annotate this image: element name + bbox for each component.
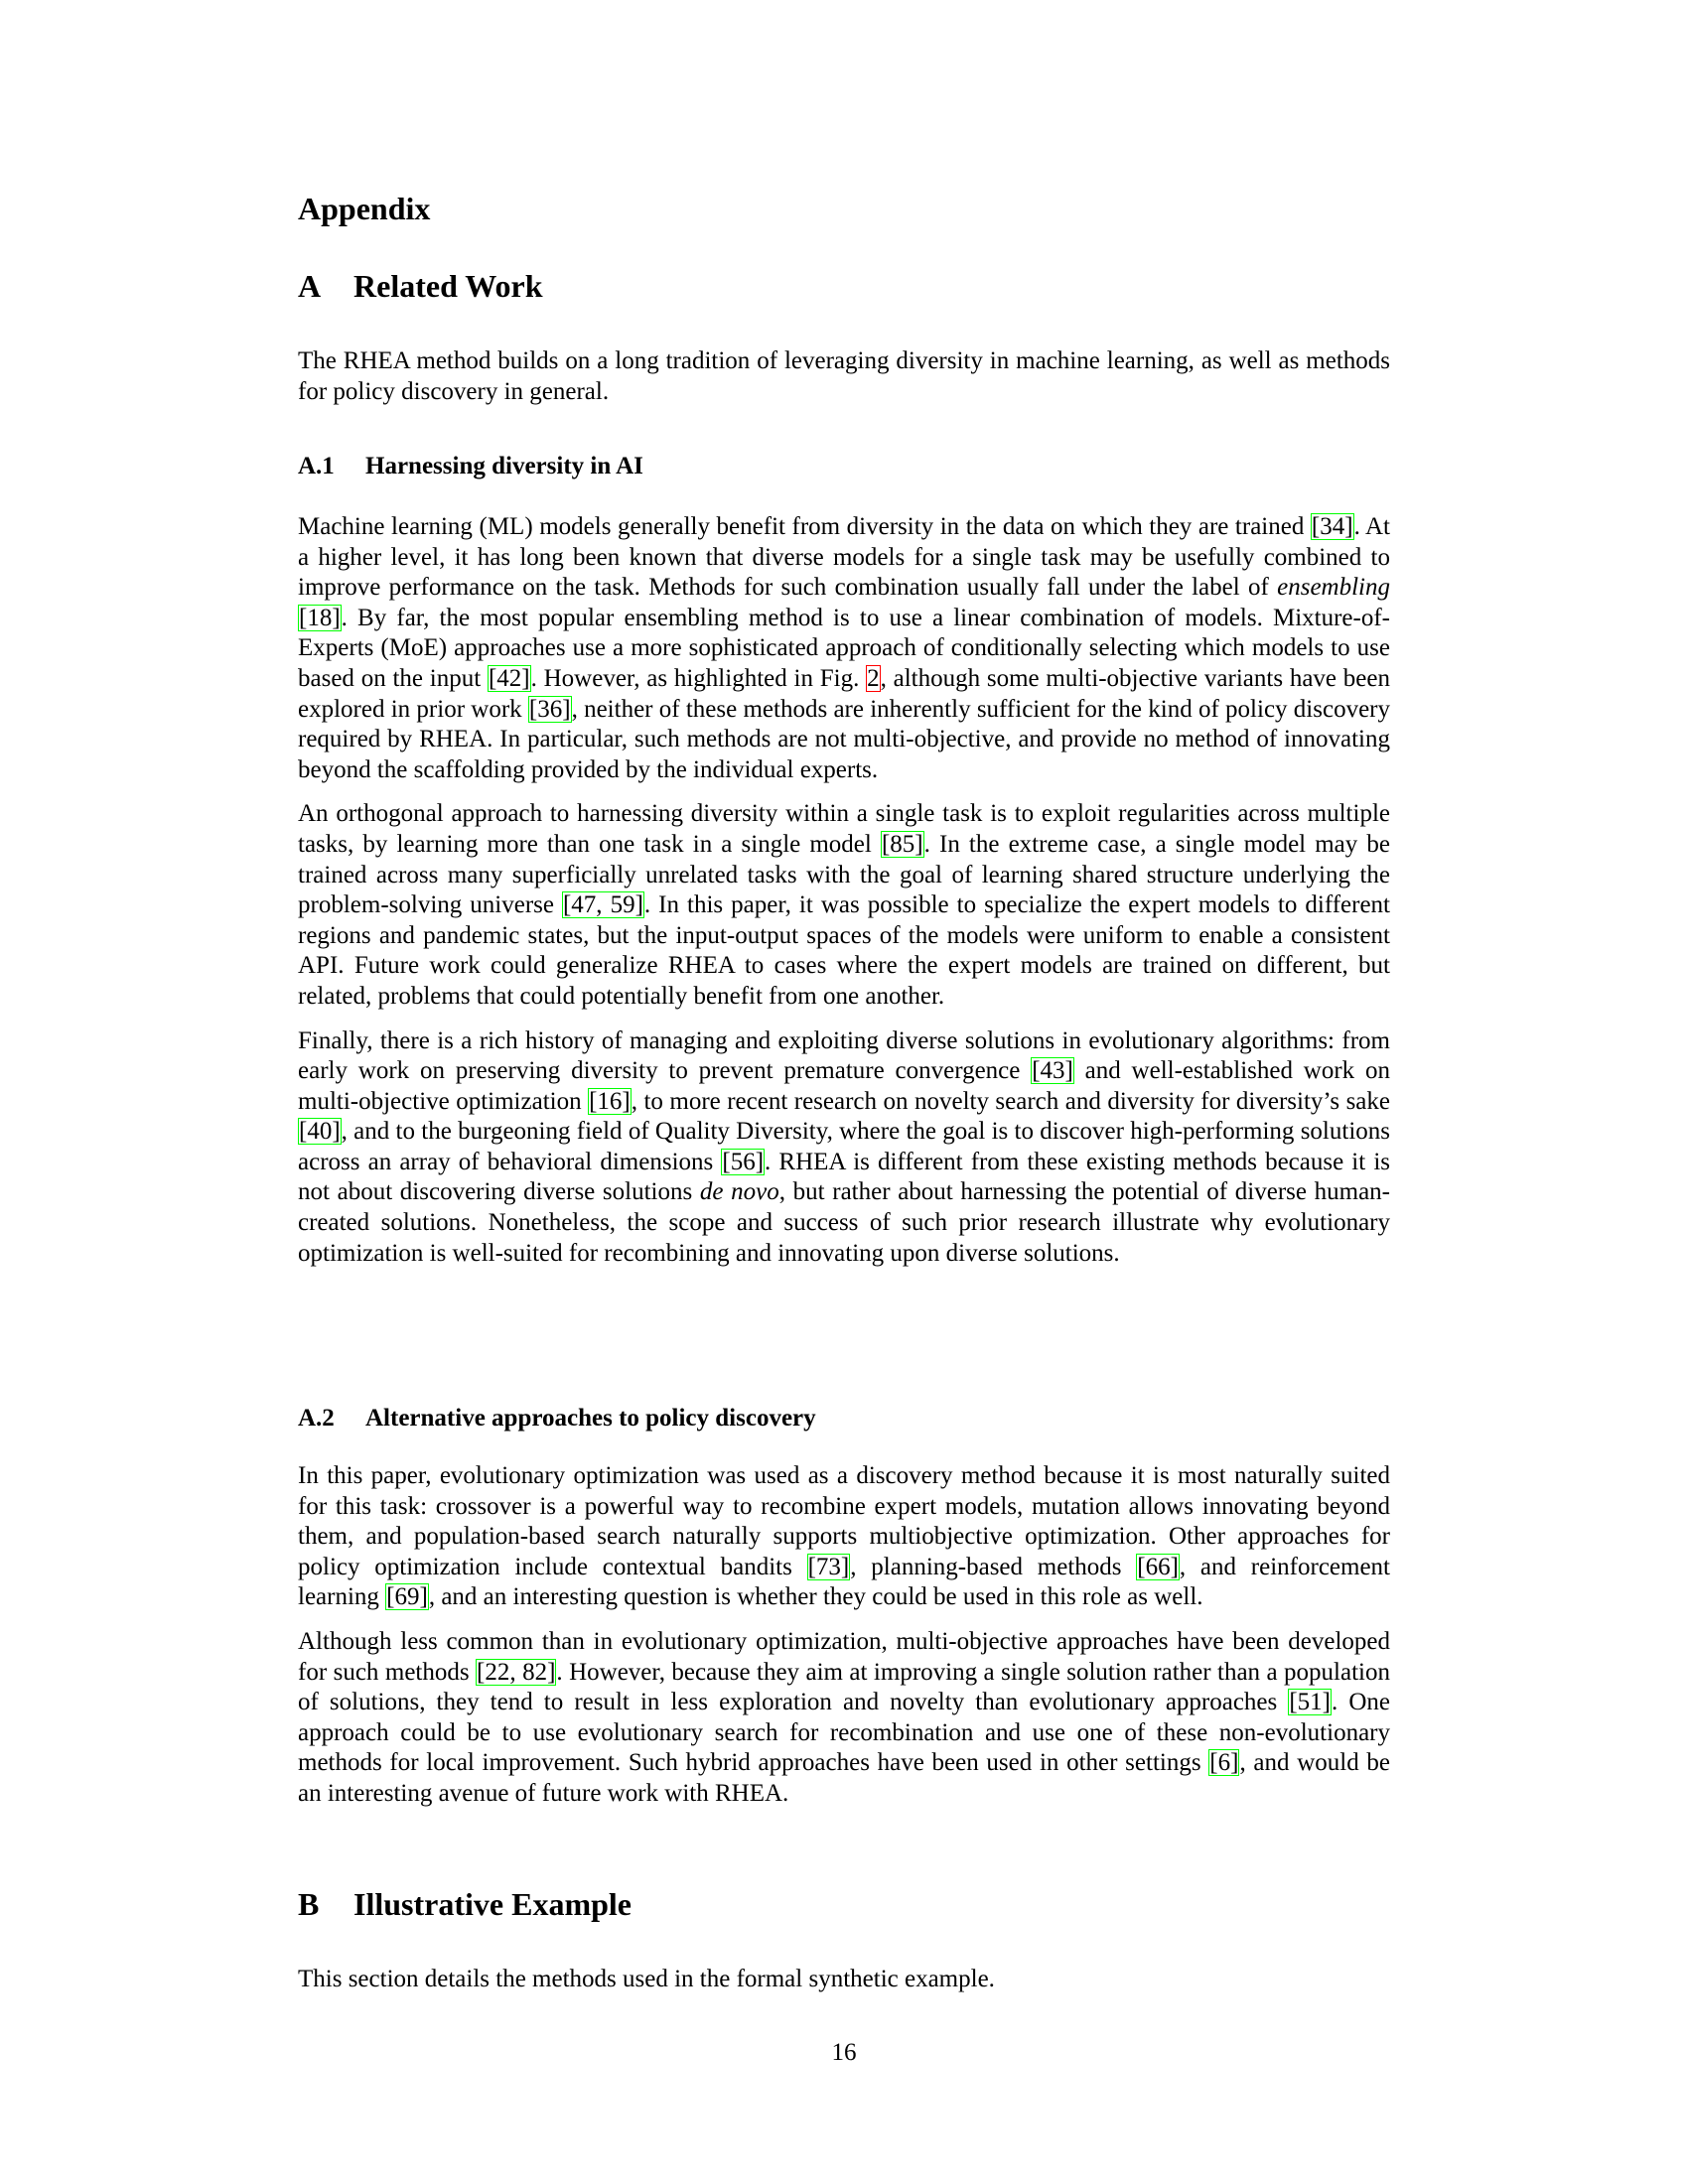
text-run: . However, as highlighted in Fig. [530, 664, 867, 692]
text-run: . RHEA is different from these existing methods because it is not about discovering diverse solutions [298, 1148, 1390, 1206]
a1-paragraph-2 [298, 799, 1390, 1012]
section-b-number: B [298, 1886, 320, 1922]
citation-link[interactable]: [36] [528, 695, 571, 723]
section-b-body [298, 1965, 1390, 1995]
text-run: , and would be an interesting avenue of future work with RHEA. [298, 1749, 1390, 1807]
text-run: . In the extreme case, a single model may be trained across many superficially unrelated tasks with the goal of learning shared structure underlying the problem-solving universe [298, 830, 1390, 919]
citation-link[interactable]: [42] [488, 664, 530, 692]
section-a-title: Related Work [353, 268, 543, 304]
citation-link[interactable]: [73] [807, 1553, 850, 1580]
text-run: . In this paper, it was possible to specialize the expert models to different regions and pandemic states, but the input-output spaces of the models were uniform to enable a consistent API. Future work could generalize RHEA to cases where the expert models are trained on different, but related, problems that could potentially benefit from one another. [298, 891, 1391, 1010]
text-run: An orthogonal approach to harnessing diversity within a single task is to exploit regularities across multiple tasks, by learning more than one task in a single model [298, 800, 1390, 858]
text-run: , neither of these methods are inherently sufficient for the kind of policy discovery required by RHEA. In particular, such methods are not multi-objective, and provide no method of innovating beyond the scaffolding provided by the individual experts. [298, 695, 1390, 783]
a2-body [298, 1461, 1390, 1810]
citation-link[interactable]: [43] [1032, 1057, 1073, 1085]
text-run: , although some multi-objective variants have been explored in prior work [298, 664, 1390, 723]
citation-link[interactable]: [18] [299, 604, 341, 631]
page-number: 16 [831, 2039, 857, 2066]
citation-link[interactable]: [22, 82] [477, 1658, 556, 1686]
text-run: . One approach could be to use evolutionary search for recombination and use one of these non-evolutionary methods for local improvement. Such hybrid approaches have been used in other settings [298, 1689, 1391, 1777]
citation-link[interactable]: [51] [1289, 1689, 1332, 1716]
citation-link[interactable]: [34] [1311, 513, 1353, 540]
text-run: , but rather about harnessing the potential of diverse human-created solutions. Nonetheless, the scope and success of such prior research illustrate why evolutionary optimization is well-suited for recombining and innovating upon diverse solutions. [298, 1178, 1390, 1267]
intro-block [298, 346, 1390, 407]
subsection-a1-number: A.1 [298, 453, 335, 479]
subsection-a2-heading [298, 1405, 816, 1433]
text-run: . By far, the most popular ensembling method is to use a linear combination of models. Mixture-of-Experts (MoE) approaches use a more sophisticated approach of conditionally selecting which models to use based on the input [298, 604, 1390, 692]
text-run: Finally, there is a rich history of managing and exploiting diverse solutions in evolutionary algorithms: from early work on preserving diversity to prevent premature convergence [298, 1026, 1390, 1085]
citation-link[interactable]: [69] [386, 1583, 428, 1611]
text-run: . At a higher level, it has long been known that diverse models for a single task may be usefully combined to improve performance on the task. Methods for such combination usually fall under the label of [298, 513, 1390, 602]
citation-link[interactable]: [40] [299, 1118, 341, 1146]
text-run: , and an interesting question is whether they could be used in this role as well. [428, 1583, 1203, 1611]
emphasis-text: ensembling [1277, 574, 1390, 602]
citation-link[interactable]: [66] [1137, 1553, 1179, 1580]
text-run: Although less common than in evolutionary optimization, multi-objective approaches have been developed for such methods [298, 1627, 1390, 1686]
section-a-number: A [298, 268, 322, 304]
intro-paragraph: The RHEA method builds on a long tradition of leveraging diversity in machine learning, as well as methods for policy discovery in general. [298, 347, 1390, 405]
section-a-heading [298, 268, 543, 305]
subsection-a1-heading [298, 453, 643, 480]
text-run: Machine learning (ML) models generally benefit from diversity in the data on which they are trained [298, 513, 1311, 540]
subsection-a2-number: A.2 [298, 1405, 335, 1432]
subsection-a1-title: Harnessing diversity in AI [365, 453, 643, 479]
text-run: and well-established work on multi-objective optimization [298, 1057, 1390, 1115]
citation-link[interactable]: [16] [589, 1087, 631, 1115]
figure-reference-link[interactable]: 2 [867, 664, 880, 692]
citation-link[interactable]: [47, 59] [562, 891, 643, 919]
text-run: , planning-based methods [850, 1553, 1137, 1580]
section-b-paragraph: This section details the methods used in the formal synthetic example. [298, 1966, 995, 1992]
text-run: , and reinforcement learning [298, 1553, 1390, 1611]
citation-link[interactable]: [85] [881, 830, 923, 858]
a2-paragraph-2 [298, 1627, 1390, 1810]
a1-paragraph-3 [298, 1026, 1390, 1270]
subsection-a2-title: Alternative approaches to policy discovery [365, 1405, 816, 1432]
a1-paragraph-1 [298, 512, 1390, 785]
citation-link[interactable]: [56] [722, 1148, 765, 1175]
a1-body [298, 512, 1390, 1269]
text-run: In this paper, evolutionary optimization was used as a discovery method because it is most naturally suited for this task: crossover is a powerful way to recombine expert models, mutation allows innovating beyond them, and population-based search naturally supports multiobjective optimization. Other approaches for policy optimization include contextual bandits [298, 1462, 1390, 1580]
section-b-title: Illustrative Example [353, 1886, 632, 1922]
text-run: . However, because they aim at improving a single solution rather than a population of solutions, they tend to result in less exploration and novelty than evolutionary approaches [298, 1658, 1390, 1716]
citation-link[interactable]: [6] [1209, 1749, 1239, 1777]
a2-paragraph-1 [298, 1461, 1390, 1613]
emphasis-text: de novo [699, 1178, 779, 1206]
section-b-heading [298, 1886, 632, 1923]
text-run: , to more recent research on novelty search and diversity for diversity’s sake [631, 1087, 1390, 1115]
text-run: , and to the burgeoning field of Quality Diversity, where the goal is to discover high-performing solutions across an array of behavioral dimensions [298, 1118, 1390, 1175]
appendix-heading: Appendix [298, 191, 431, 226]
